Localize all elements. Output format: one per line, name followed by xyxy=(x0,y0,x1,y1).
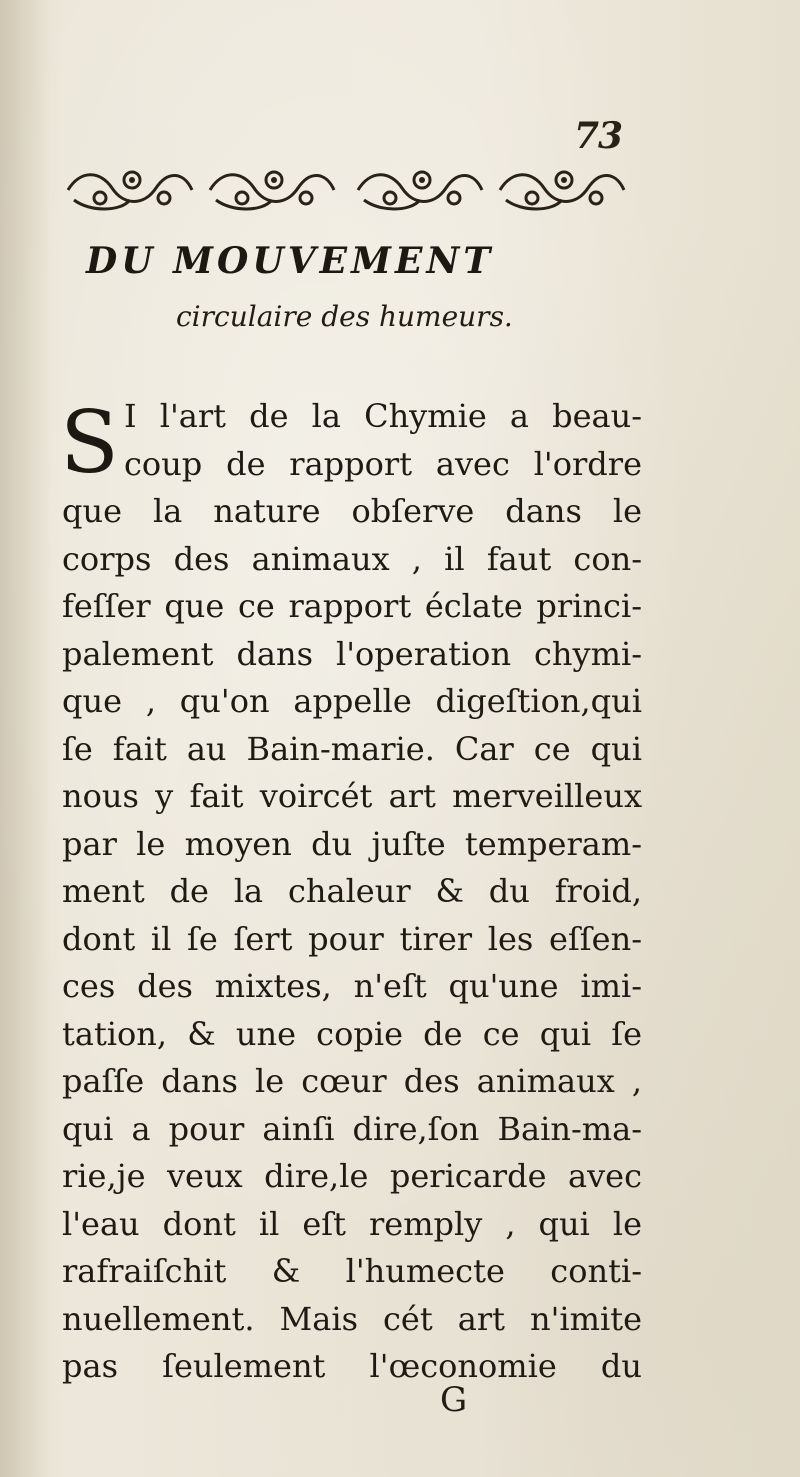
text-line: ſe fait au Bain-marie. Car ce qui xyxy=(62,729,642,768)
text-line: tation, & une copie de ce qui ſe xyxy=(62,1014,642,1053)
signature-mark: G xyxy=(440,1380,468,1420)
text-line: nous y fait voircét art merveilleux xyxy=(62,777,642,815)
text-line: coup de rapport avec l'ordre xyxy=(124,444,642,483)
body-text xyxy=(62,393,642,1391)
text-line: paſſe dans le cœur des animaux , xyxy=(62,1062,642,1100)
text-line: palement dans l'operation chymi- xyxy=(62,634,642,673)
text-line: I l'art de la Chymie a beau- xyxy=(124,397,642,435)
ornament-band-icon xyxy=(60,160,630,216)
text-line: par le moyen du juſte temperam- xyxy=(62,824,642,863)
text-line: rafraiſchit & l'humecte conti- xyxy=(62,1252,642,1290)
text-line: qui a pour ainſi dire,ſon Bain-ma- xyxy=(62,1109,642,1148)
text-line: nuellement. Mais cét art n'imite xyxy=(62,1299,642,1338)
text-line: corps des animaux , il faut con- xyxy=(62,539,642,578)
drop-cap: S xyxy=(60,393,119,493)
text-line: l'eau dont il eſt remply , qui le xyxy=(62,1204,642,1243)
page-fold-shadow xyxy=(0,0,50,1477)
text-line: que , qu'on appelle digeſtion,qui xyxy=(62,682,642,720)
text-line: ces des mixtes, n'eſt qu'une imi- xyxy=(62,967,642,1005)
text-line: rie,je veux dire,le pericarde avec xyxy=(62,1157,642,1195)
chapter-subtitle: circulaire des humeurs. xyxy=(176,300,513,333)
text-line: ment de la chaleur & du froid, xyxy=(62,872,642,910)
text-line: dont il ſe ſert pour tirer les eſſen- xyxy=(62,919,642,958)
text-line: que la nature obſerve dans le xyxy=(62,492,642,530)
page-number: 73 xyxy=(574,115,623,157)
chapter-title: DU MOUVEMENT xyxy=(86,240,495,282)
text-line: pas ſeulement l'œconomie du xyxy=(62,1347,642,1385)
text-line: feſſer que ce rapport éclate princi- xyxy=(62,587,642,625)
